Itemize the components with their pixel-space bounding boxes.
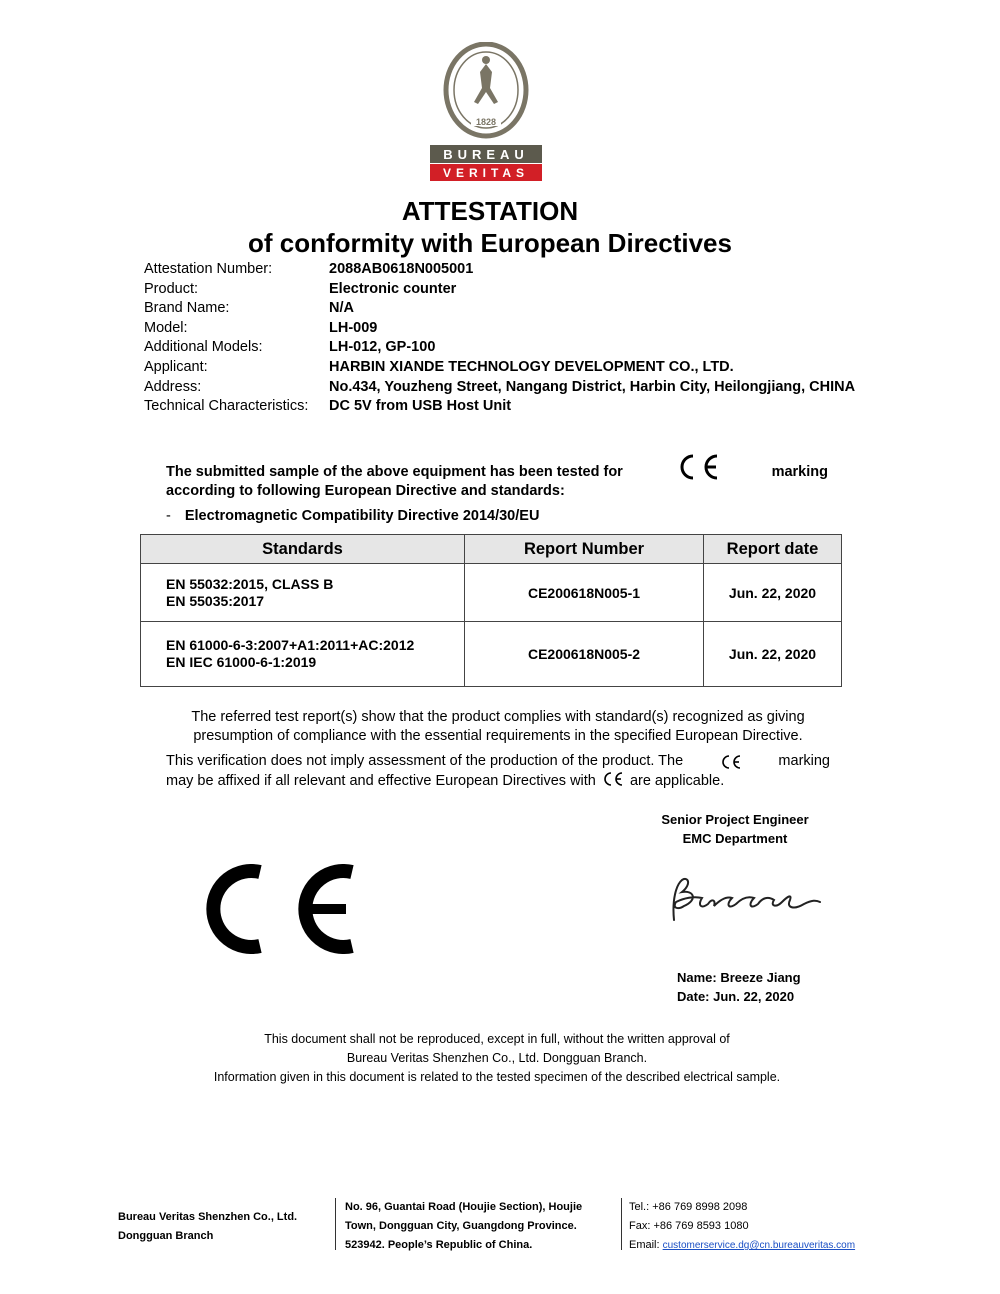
footer-email-label: Email: [629, 1239, 660, 1251]
info-row-technical-characteristics: Technical Characteristics: DC 5V from USB Host Unit [144, 398, 512, 415]
submitted-text-part2: marking [771, 464, 828, 480]
submitted-text-line2: according to following European Directive and standards: [166, 483, 565, 499]
report-number-cell: CE200618N005-2 [465, 622, 704, 687]
directive-item [166, 508, 539, 524]
report-date-cell: Jun. 22, 2020 [704, 564, 842, 622]
page-title: ATTESTATION [401, 196, 579, 226]
header-report-number: Report Number [465, 535, 704, 564]
signatory-details [677, 968, 801, 1006]
info-row-brand-name: Brand Name: N/A [144, 300, 354, 317]
info-row-applicant: Applicant: HARBIN XIANDE TECHNOLOGY DEVELOPMENT CO., LTD. [144, 358, 734, 375]
logo-line1: BUREAU [443, 147, 529, 162]
signature [664, 870, 829, 930]
logo-year: 1828 [475, 117, 497, 127]
standards-cell: EN 61000-6-3:2007+A1:2011+AC:2012 EN IEC 61000-6-1:2019 [141, 622, 465, 687]
footer-divider [335, 1198, 336, 1250]
ce-mark-large-icon [190, 864, 360, 954]
footer-tel: Tel.: +86 769 8998 2098 [629, 1201, 748, 1213]
info-row-address: Address: No.434, Youzheng Street, Nangang District, Harbin City, Heilongjiang, CHINA [144, 378, 856, 395]
submitted-statement [166, 452, 828, 501]
footer-email-link[interactable]: customerservice.dg@cn.bureauveritas.com [662, 1240, 856, 1251]
ce-mark-small-icon [720, 754, 742, 770]
footer-address: No. 96, Guantai Road (Houjie Section), Houjie Town, Dongguan City, Guangdong Province. 523942. People’s Republic of China. [345, 1201, 583, 1251]
directive-text: Electromagnetic Compatibility Directive 2014/30/EU [184, 508, 540, 524]
disclaimer: This document shall not be reproduced, except in full, without the written approval of Bureau Veritas Shenzhen Co., Ltd. Dongguan Branch. Information given in this document is related to the tested specimen of the described electrical sample. [213, 1032, 781, 1084]
info-row-attestation-number: Attestation Number: 2088AB0618N005001 [144, 261, 474, 277]
info-row-model: Model: LH-009 [144, 319, 378, 336]
attestation-info [144, 260, 864, 417]
signatory-title: Senior Project Engineer EMC Department [661, 812, 809, 846]
header-report-date: Report date [704, 535, 842, 564]
signatory-date: Date: Jun. 22, 2020 [677, 989, 795, 1004]
footer-contact [629, 1198, 855, 1255]
signatory-name: Name: Breeze Jiang [677, 970, 801, 985]
footer-divider [621, 1198, 622, 1250]
submitted-text-part1: The submitted sample of the above equipment has been tested for [166, 464, 623, 480]
compliance-paragraph: The referred test report(s) show that the product complies with standard(s) recognized as giving presumption of compliance with the essential requirements in the specified European Directive. [191, 709, 805, 744]
table-row [141, 622, 842, 687]
directive-dash: - [166, 508, 171, 524]
report-number-cell: CE200618N005-1 [465, 564, 704, 622]
footer-company: Bureau Veritas Shenzhen Co., Ltd. Dongguan Branch [118, 1211, 298, 1242]
table-header-row [141, 535, 842, 564]
table-row [141, 564, 842, 622]
header-standards: Standards [141, 535, 465, 564]
page-subtitle: of conformity with European Directives [248, 228, 732, 258]
ce-mark-icon [673, 452, 721, 482]
ce-mark-small-icon [600, 771, 626, 787]
info-row-product: Product: Electronic counter [144, 280, 457, 297]
verification-paragraph: This verification does not imply assessment of the production of the product. The marking may be affixed if all relevant and effective European Directives with are applicable. [166, 753, 830, 789]
standards-cell: EN 55032:2015, CLASS B EN 55035:2017 [141, 564, 465, 622]
report-date-cell: Jun. 22, 2020 [704, 622, 842, 687]
footer-fax: Fax: +86 769 8593 1080 [629, 1220, 749, 1232]
bureau-veritas-logo [430, 42, 542, 182]
logo-line2: VERITAS [442, 166, 530, 180]
standards-table [140, 534, 842, 687]
info-row-additional-models: Additional Models: LH-012, GP-100 [144, 339, 436, 356]
